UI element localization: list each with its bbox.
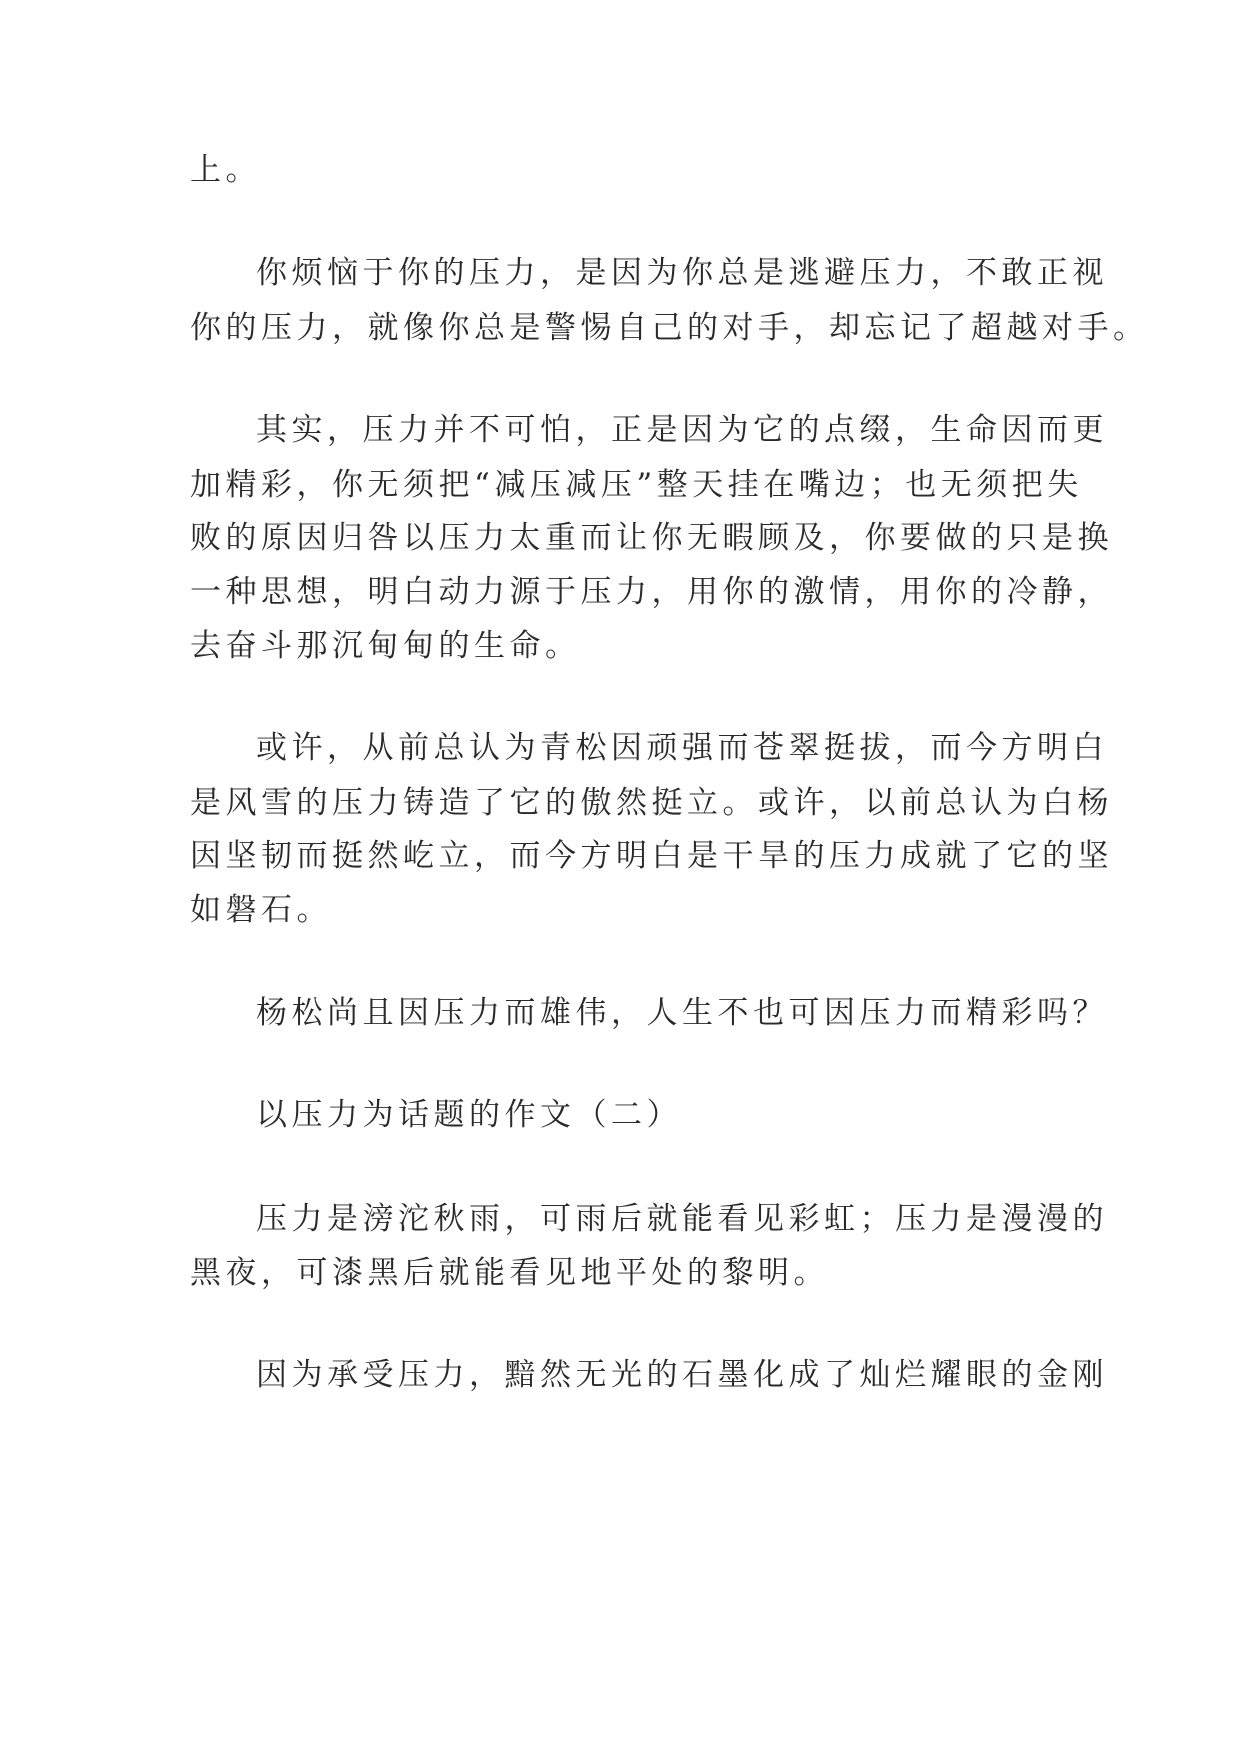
paragraph-first-line: 因为承受压力，黯然无光的石墨化成了灿烂耀眼的金刚 [256, 1357, 1108, 1393]
text-line: 加精彩，你无须把“减压减压”整天挂在嘴边；也无须把失 [190, 467, 1083, 503]
text-line: 你的压力，就像你总是警惕自己的对手，却忘记了超越对手。 [190, 310, 1149, 346]
section-heading: 以压力为话题的作文（二） [256, 1097, 682, 1133]
text-line: 去奋斗那沉甸甸的生命。 [190, 628, 581, 664]
paragraph-first-line: 杨松尚且因压力而雄伟，人生不也可因压力而精彩吗？ [256, 995, 1108, 1031]
paragraph-first-line: 你烦恼于你的压力，是因为你总是逃避压力，不敢正视 [256, 255, 1108, 291]
text-line: 如磐石。 [190, 892, 332, 928]
text-line: 因坚韧而挺然屹立，而今方明白是干旱的压力成就了它的坚 [190, 838, 1113, 874]
text-line: 败的原因归咎以压力太重而让你无暇顾及，你要做的只是换 [190, 520, 1113, 556]
paragraph-first-line: 或许，从前总认为青松因顽强而苍翠挺拔，而今方明白 [256, 730, 1108, 766]
text-line: 一种思想，明白动力源于压力，用你的激情，用你的冷静， [190, 574, 1113, 610]
text-line: 上。 [190, 152, 261, 188]
paragraph-first-line: 其实，压力并不可怕，正是因为它的点缀，生命因而更 [256, 412, 1108, 448]
paragraph-first-line: 压力是滂沱秋雨，可雨后就能看见彩虹；压力是漫漫的 [256, 1201, 1108, 1237]
text-line: 是风雪的压力铸造了它的傲然挺立。或许，以前总认为白杨 [190, 785, 1113, 821]
text-line: 黑夜，可漆黑后就能看见地平处的黎明。 [190, 1255, 829, 1291]
